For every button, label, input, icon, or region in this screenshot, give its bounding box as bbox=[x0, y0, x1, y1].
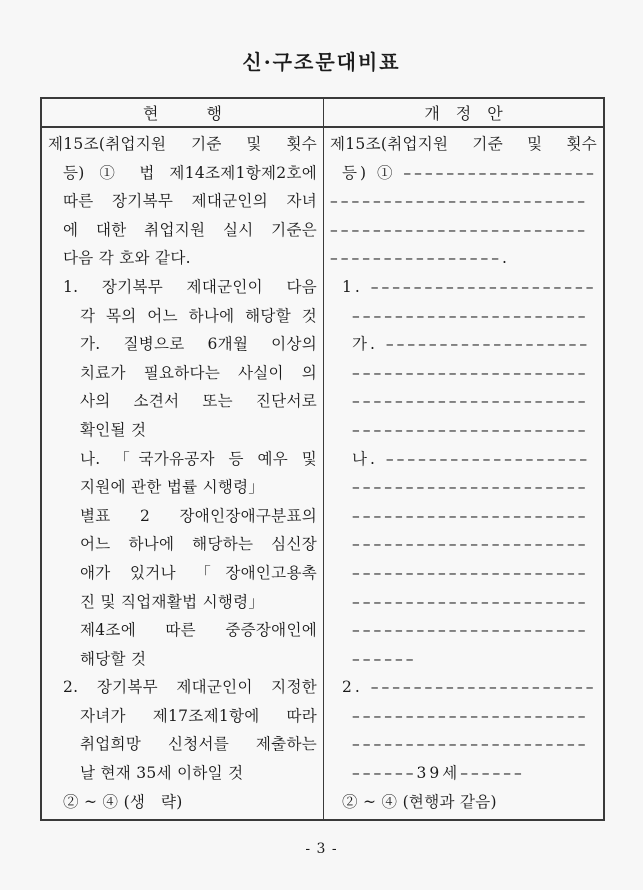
current-provision-line: 날 현재 35세 이하일 것 bbox=[80, 764, 244, 783]
current-provision-line: 제4조에 따른 중증장애인에 bbox=[80, 621, 317, 640]
revised-provision-line: 2. ––––––––––––––––––––– bbox=[342, 678, 597, 697]
header-cell-revised: 개 정 안 bbox=[424, 104, 503, 123]
revised-provision-line: ––––––––––––––––. bbox=[330, 249, 510, 268]
revised-provision-line: –––––––––––––––––––––– bbox=[352, 420, 589, 439]
table-header-row bbox=[42, 99, 603, 128]
revised-provision-line: ② ~ ④ (현행과 같음) bbox=[342, 792, 497, 811]
current-provision-line: 2. 장기복무 제대군인이 지정한 bbox=[63, 678, 317, 697]
revised-provision-line: –––––––––––––––––––––– bbox=[352, 478, 589, 497]
page-title: 신·구조문대비표 bbox=[242, 50, 401, 74]
revised-provision-line: 제15조(취업지원 기준 및 횟수 bbox=[330, 135, 597, 153]
table-body bbox=[42, 128, 603, 819]
revised-provision-line: ––––––39세–––––– bbox=[352, 764, 525, 783]
current-provision-line: 따른 장기복무 제대군인의 자녀 bbox=[63, 192, 317, 211]
revised-provision-line: –––––––––––––––––––––– bbox=[352, 621, 589, 640]
revised-provision-line: –––––––––––––––––––––– bbox=[352, 506, 589, 525]
current-provision-line: 해당할 것 bbox=[80, 649, 147, 668]
current-provision-line: 어느 하나에 해당하는 심신장 bbox=[80, 535, 317, 554]
header-cell-current: 현 행 bbox=[42, 99, 324, 126]
current-provision-line: 가. 질병으로 6개월 이상의 bbox=[80, 335, 317, 354]
revised-provision-line: –––––––––––––––––––––– bbox=[352, 592, 589, 611]
current-provision-line: 확인될 것 bbox=[80, 420, 147, 439]
current-provision-line: 사의 소견서 또는 진단서로 bbox=[80, 392, 317, 411]
revised-provision-line: –––––––––––––––––––––– bbox=[352, 563, 589, 582]
current-provision-line: 지원에 관한 법률 시행령」 bbox=[80, 478, 265, 497]
revised-provision-line: 등) ① –––––––––––––––––– bbox=[342, 163, 597, 182]
page-number: - 3 - bbox=[305, 841, 338, 857]
revised-provision-line: 가. ––––––––––––––––––– bbox=[352, 335, 591, 354]
revised-provision-line: –––––– bbox=[352, 649, 417, 668]
column-revised bbox=[324, 128, 603, 819]
current-provision-line: 애가 있거나 「장애인고용촉 bbox=[80, 563, 317, 582]
current-provision-line: 다음 각 호와 같다. bbox=[63, 249, 191, 268]
current-provision-line: 자녀가 제17조제1항에 따라 bbox=[80, 706, 317, 725]
current-provision-line: 나. 「국가유공자 등 예우 및 bbox=[80, 449, 317, 468]
current-provision-line: ② ~ ④ (생 략) bbox=[63, 792, 183, 811]
current-provision-line: 치료가 필요하다는 사실이 의 bbox=[80, 363, 317, 382]
current-provision-line: 진 및 직업재활법 시행령」 bbox=[80, 592, 265, 611]
revised-provision-line: –––––––––––––––––––––––– bbox=[330, 192, 588, 211]
current-provision-line: 1. 장기복무 제대군인이 다음 bbox=[63, 277, 317, 296]
revised-provision-line: 1. ––––––––––––––––––––– bbox=[342, 277, 597, 296]
revised-provision-line: –––––––––––––––––––––– bbox=[352, 306, 589, 325]
revised-provision-line: –––––––––––––––––––––– bbox=[352, 392, 589, 411]
revised-provision-line: –––––––––––––––––––––––– bbox=[330, 220, 588, 239]
revised-provision-line: –––––––––––––––––––––– bbox=[352, 363, 589, 382]
current-provision-line: 등) ① 법 제14조제1항제2호에 bbox=[63, 163, 317, 182]
revised-provision-line: –––––––––––––––––––––– bbox=[352, 706, 589, 725]
current-provision-line: 에 대한 취업지원 실시 기준은 bbox=[63, 220, 317, 239]
current-provision-line: 각 목의 어느 하나에 해당할 것 bbox=[80, 306, 317, 325]
revised-provision-line: –––––––––––––––––––––– bbox=[352, 735, 589, 754]
current-provision-line: 별표 2 장애인장애구분표의 bbox=[80, 506, 317, 525]
comparison-table bbox=[40, 97, 605, 821]
revised-provision-line: –––––––––––––––––––––– bbox=[352, 535, 589, 554]
column-current bbox=[42, 128, 324, 819]
current-provision-line: 취업희망 신청서를 제출하는 bbox=[80, 735, 317, 754]
revised-provision-line: 나. ––––––––––––––––––– bbox=[352, 449, 591, 468]
current-provision-line: 제15조(취업지원 기준 및 횟수 bbox=[48, 135, 317, 153]
